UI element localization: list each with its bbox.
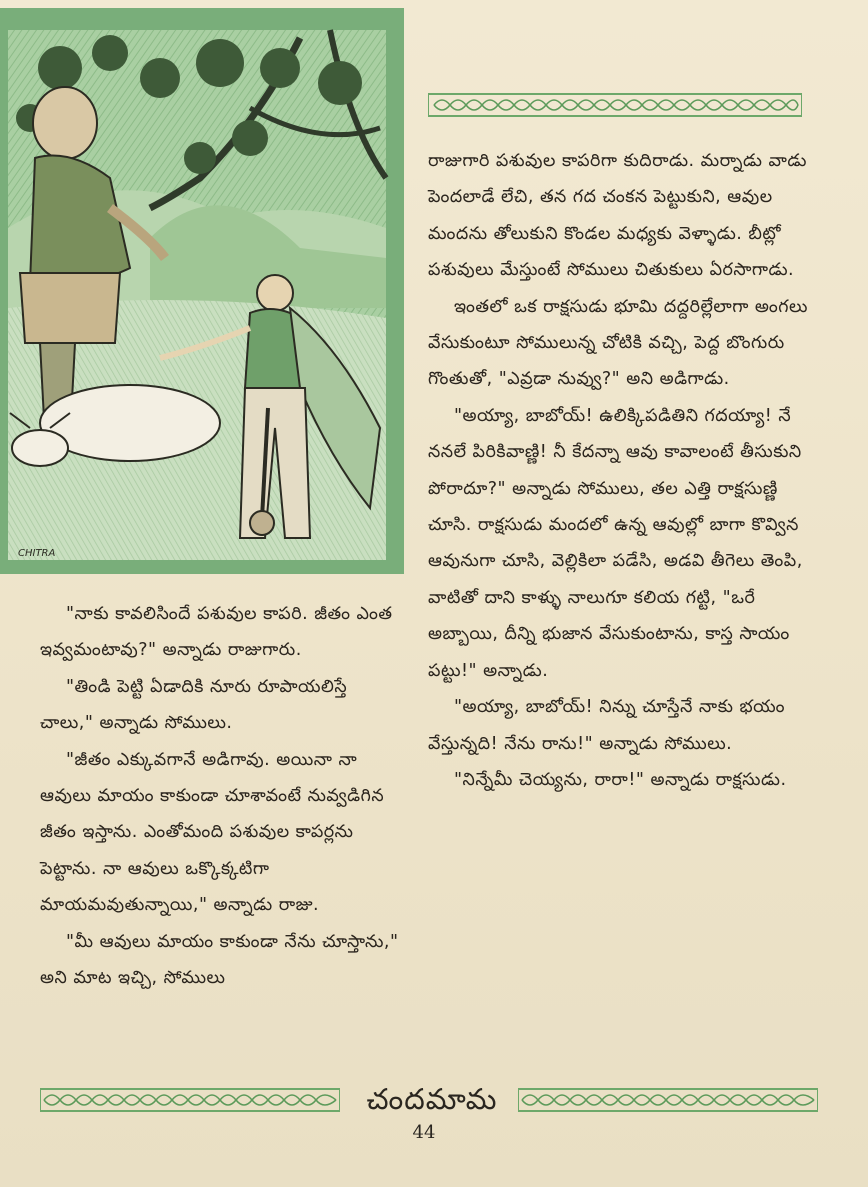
magazine-title: చందమామ <box>366 1082 498 1116</box>
paragraph: "నాకు కావలిసిందే పశువుల కాపరి. జీతం ఎంత ఇవ్వమంటావు?" అన్నాడు రాజుగారు. <box>40 604 393 661</box>
paragraph: "నిన్నేమీ చెయ్యను, రారా!" అన్నాడు రాక్షసుడు. <box>454 769 787 790</box>
decorative-border-footer-left <box>40 1087 340 1113</box>
story-illustration <box>0 8 404 574</box>
paragraph: "తిండి పెట్టి ఏడాదికి నూరు రూపాయలిస్తే చాలు," అన్నాడు సోములు. <box>40 676 348 734</box>
paragraph: "మీ ఆవులు మాయం కాకుండా నేను చూస్తాను," అని మాట ఇచ్చి, సోములు <box>40 931 399 989</box>
decorative-border-footer-right <box>518 1087 818 1113</box>
paragraph: రాజుగారి పశువుల కాపరిగా కుదిరాడు. మర్నాడు వాడు పెందలాడే లేచి, తన గద చంకన పెట్టుకుని, ఆవుల మందను తోలుకుని కొండల మధ్యకు వెళ్ళాడు. బీట్లో పశువులు మేస్తుంటే సోములు చితుకులు ఏరసాగాడు. <box>428 151 807 281</box>
left-column-text <box>40 596 405 996</box>
paragraph: ఇంతలో ఒక రాక్షసుడు భూమి దద్దరిల్లేలాగా అంగలు వేసుకుంటూ సోములున్న చోటికి వచ్చి, పెద్ద బొంగురు గొంతుతో, "ఎవ్రడా నువ్వు?" అని అడిగాడు. <box>428 296 808 390</box>
paragraph: "అయ్యా, బాబోయ్! ఉలిక్కిపడితిని గదయ్యా! నే ననలే పిరికివాణ్ణి! నీ కేదన్నా ఆవు కావాలంటే తీసుకుని పోరాదూ?" అన్నాడు సోములు, తల ఎత్తి రాక్షసుణ్ణి చూసి. రాక్షసుడు మందలో ఉన్న ఆవుల్లో బాగా కొవ్విన ఆవునుగా చూసి, వెల్లికిలా పడేసి, అడవి తీగెలు తెంపి, వాటితో దాని కాళ్ళు నాలుగూ కలియ గట్టి, "ఒరే అబ్బాయి, దీన్ని భుజాన వేసుకుంటాను, కాస్త సాయం పట్టు!" అన్నాడు. <box>428 405 803 681</box>
paragraph: "జీతం ఎక్కువగానే అడిగావు. అయినా నా ఆవులు మాయం కాకుండా చూశావంటే నువ్వడిగిన జీతం ఇస్తాను. ఎంతోమంది పశువుల కాపర్లను పెట్టాను. నా ఆవులు ఒక్కొక్కటిగా మాయమవుతున్నాయి," అన్నాడు రాజు. <box>40 749 385 916</box>
illustration-artwork <box>0 8 404 574</box>
right-column-text <box>428 143 820 798</box>
paragraph: "అయ్యా, బాబోయ్! నిన్ను చూస్తేనే నాకు భయం వేస్తున్నది! నేను రాను!" అన్నాడు సోములు. <box>428 697 785 754</box>
decorative-border-top <box>428 92 802 118</box>
artist-signature: CHITRA <box>18 548 56 559</box>
page-number: 44 <box>412 1122 436 1143</box>
